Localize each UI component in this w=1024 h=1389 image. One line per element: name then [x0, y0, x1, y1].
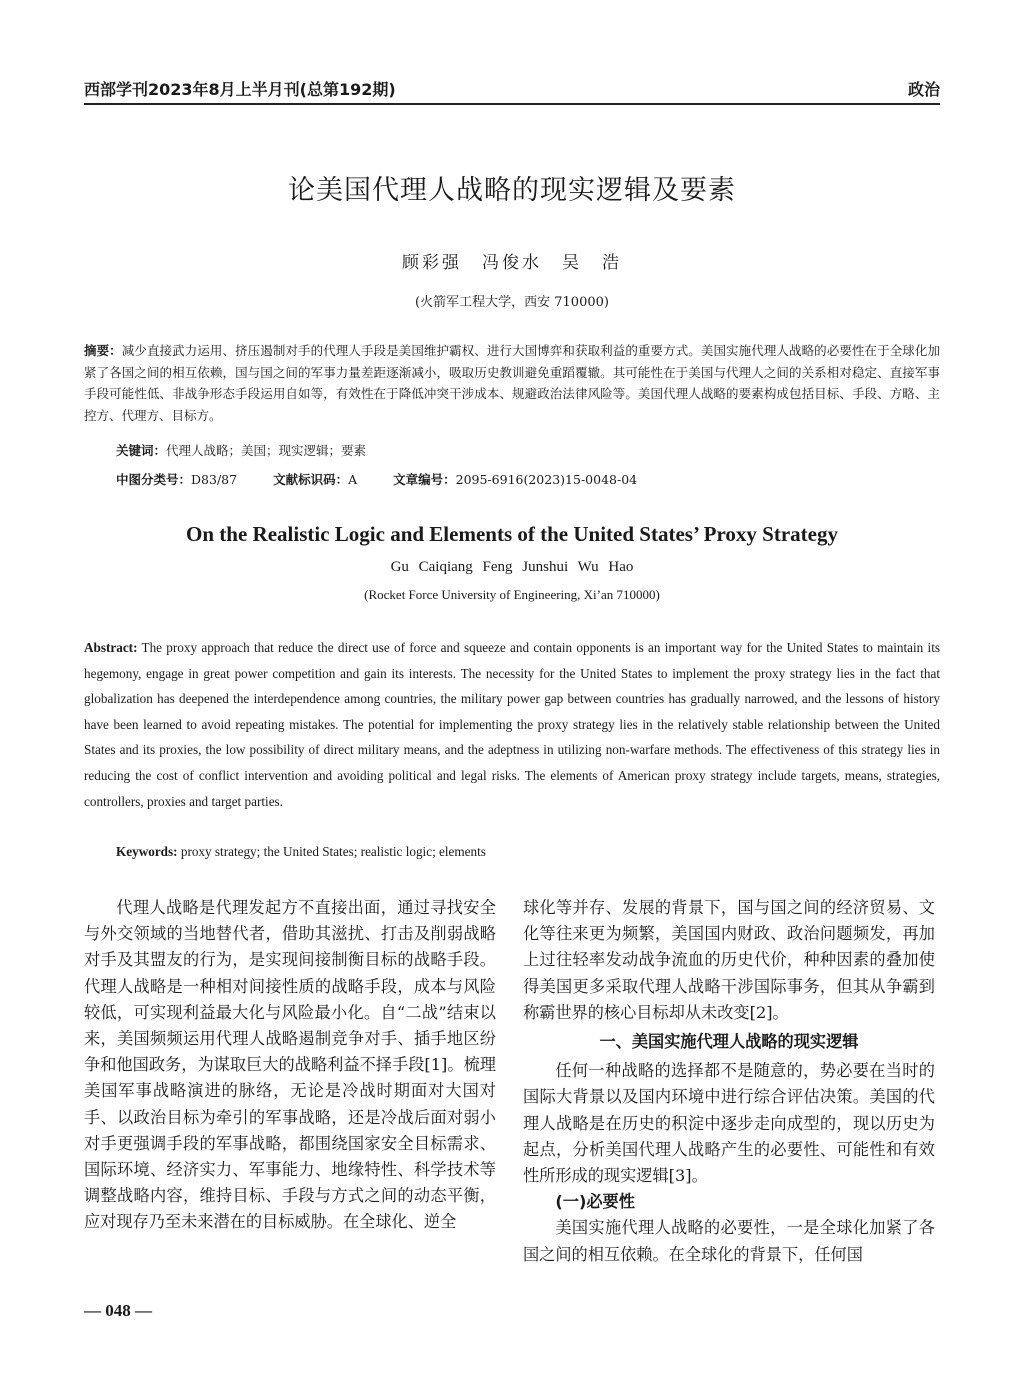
clc-label: 中图分类号：: [116, 472, 192, 487]
keywords-en: [116, 844, 486, 860]
doc-label: 文献标识码：: [273, 472, 349, 487]
body-paragraph: 美国实施代理人战略的必要性，一是全球化加紧了各国之间的相互依赖。在全球化的背景下，任何国: [523, 1218, 935, 1264]
doc-value: A: [348, 472, 358, 487]
classification-line: [116, 470, 637, 488]
article-label: 文章编号：: [393, 472, 456, 487]
article-number: [393, 470, 637, 488]
abstract-en-text: The proxy approach that reduce the direct use of force and squeeze and contain opponents is an important way for the United States to maintain its hegemony, engage in great power competition and gain its interests. The necessity for the United States to implement the proxy strategy lies in the fact that globalization has deepened the interdependence among countries, the military power gap between countries has gradually narrowed, and the lessons of history have been learned to avoid repeating mistakes. The potential for implementing the proxy strategy lies in the relatively stable relationship between the United States and its proxies, the low possibility of direct military means, and the adeptness in utilizing non-warfare methods. The effectiveness of this strategy lies in reducing the cost of conflict intervention and avoiding political and legal risks. The elements of American proxy strategy include targets, means, strategies, controllers, proxies and target parties.: [84, 640, 940, 809]
article-title-zh: 论美国代理人战略的现实逻辑及要素: [288, 175, 736, 206]
affiliation-en: (Rocket Force University of Engineering, Xi’an 710000): [364, 587, 660, 602]
article-value: 2095-6916(2023)15-0048-04: [455, 472, 638, 487]
header-divider: [84, 103, 940, 105]
body-paragraph: 代理人战略是代理发起方不直接出面，通过寻找安全与外交领域的当地替代者，借助其滋扰、打击及削弱战略对手及其盟友的行为，是实现间接制衡目标的战略手段。代理人战略是一种相对间接性质的战略手段，成本与风险较低，可实现利益最大化与风险最小化。自“二战”结束以来，美国频频运用代理人战略遏制竞争对手、插手地区纷争和他国政务，为谋取巨大的战略利益不择手段[1]。梳理美国军事战略演进的脉络，无论是冷战时期面对大国对手、以政治目标为牵引的军事战略，还是冷战后面对弱小对手更强调手段的军事战略，都围绕国家安全目标需求、国际环境、经济实力、军事能力、地缘特性、科学技术等调整战略内容，维持目标、手段与方式之间的动态平衡，应对现存乃至未来潜在的目标威胁。在全球化、逆全: [84, 898, 496, 1232]
body-paragraph: 球化等并存、发展的背景下，国与国之间的经济贸易、文化等往来更为频繁，美国国内财政、政治问题频发，再加上过往轻率发动战争流血的历史代价，种种因素的叠加使得美国更多采取代理人战略干涉国际事务，但其从争霸到称霸世界的核心目标却从未改变[2]。: [523, 898, 935, 1022]
keywords-en-label: Keywords:: [116, 844, 178, 859]
authors-en: Gu Caiqiang Feng Junshui Wu Hao: [390, 559, 634, 575]
abstract-en-label: Abstract:: [84, 640, 138, 655]
journal-info: 西部学刊2023年8月上半月刊(总第192期): [84, 80, 396, 99]
body-column-left: [84, 895, 496, 1236]
abstract-zh-text: 减少直接武力运用、挤压遏制对手的代理人手段是美国维护霸权、进行大国博弈和获取利益的重要方式。美国实施代理人战略的必要性在于全球化加紧了各国之间的相互依赖，国与国之间的军事力量差距逐渐减小，吸取历史教训避免重蹈覆辙。其可能性在于美国与代理人之间的关系相对稳定、直接军事手段可能性低、非战争形态手段运用自如等，有效性在于降低冲突干涉成本、规避政治法律风险等。美国代理人战略的要素构成包括目标、手段、方略、主控方、代理方、目标方。: [84, 343, 940, 423]
clc-code: [116, 470, 237, 488]
section-label: 政治: [907, 80, 940, 99]
article-title-en: On the Realistic Logic and Elements of the United States’ Proxy Strategy: [186, 522, 838, 546]
doc-code: [273, 470, 357, 488]
abstract-zh: [84, 340, 940, 426]
body-paragraph: 任何一种战略的选择都不是随意的，势必要在当时的国际大背景以及国内环境中进行综合评估决策。美国的代理人战略是在历史的积淀中逐步走向成型的，现以历史为起点，分析美国代理人战略产生的必要性、可能性和有效性所形成的现实逻辑[3]。: [523, 1061, 935, 1186]
section-heading: 一、美国实施代理人战略的现实逻辑: [599, 1032, 859, 1052]
running-header: [84, 70, 940, 100]
body-column-right: [523, 895, 935, 1268]
affiliation-zh: (火箭军工程大学，西安 710000): [415, 295, 609, 310]
keywords-en-text: proxy strategy; the United States; realistic logic; elements: [180, 844, 486, 859]
keywords-zh-text: 代理人战略；美国；现实逻辑；要素: [166, 443, 367, 458]
authors-zh: 顾彩强 冯俊水 吴 浩: [402, 253, 622, 273]
clc-value: D83/87: [191, 472, 238, 487]
abstract-en: [84, 635, 940, 814]
keywords-zh: [116, 441, 366, 459]
keywords-zh-label: 关键词：: [116, 443, 167, 458]
page-number: — 048 —: [84, 1301, 152, 1320]
subsection-heading: (一)必要性: [555, 1192, 635, 1212]
abstract-zh-label: 摘要：: [84, 343, 122, 358]
